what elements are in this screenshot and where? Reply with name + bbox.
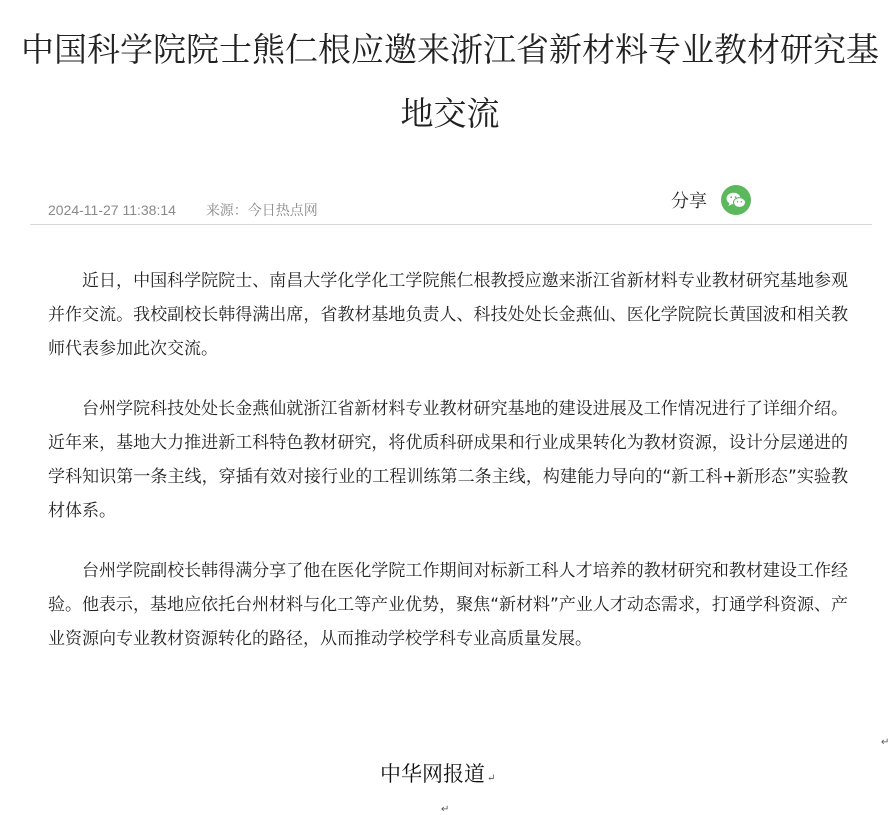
article-meta	[48, 200, 318, 220]
paragraph: 台州学院科技处处长金燕仙就浙江省新材料专业教材研究基地的建设进展及工作情况进行了详细介绍。近年来，基地大力推进新工科特色教材研究，将优质科研成果和行业成果转化为教材资源，设计分层递进的学科知识第一条主线，穿插有效对接行业的工程训练第二条主线，构建能力导向的“新工科+新形态”实验教材体系。	[48, 399, 848, 521]
paragraph: 台州学院副校长韩得满分享了他在医化学院工作期间对标新工科人才培养的教材研究和教材建设工作经验。他表示，基地应依托台州材料与化工等产业优势，聚焦“新材料”产业人才动态需求，打通学科资源、产业资源向专业教材资源转化的路径，从而推动学校学科专业高质量发展。	[48, 561, 848, 649]
paragraph: 近日，中国科学院院士、南昌大学化学化工学院熊仁根教授应邀来浙江省新材料专业教材研究基地参观并作交流。我校副校长韩得满出席，省教材基地负责人、科技处处长金燕仙、医化学院院长黄国波和相关教师代表参加此次交流。	[48, 271, 848, 359]
reported-by-text: 中华网报道	[380, 762, 485, 786]
article-title: 中国科学院院士熊仁根应邀来浙江省新材料专业教材研究基地交流	[21, 30, 879, 133]
publish-datetime: 2024-11-27 11:38:14	[48, 202, 176, 218]
article-source: 来源：今日热点网	[205, 202, 318, 218]
share-button[interactable]	[671, 183, 751, 217]
return-mark-icon: ↵	[441, 804, 450, 815]
reported-by	[380, 758, 495, 788]
return-mark-icon: ↵	[487, 773, 496, 784]
article-body	[48, 264, 848, 682]
wechat-glyph	[726, 192, 746, 209]
return-mark-icon: ↵	[881, 737, 889, 748]
wechat-icon[interactable]	[721, 185, 751, 215]
header-divider	[30, 224, 872, 225]
share-label: 分享	[671, 191, 707, 212]
